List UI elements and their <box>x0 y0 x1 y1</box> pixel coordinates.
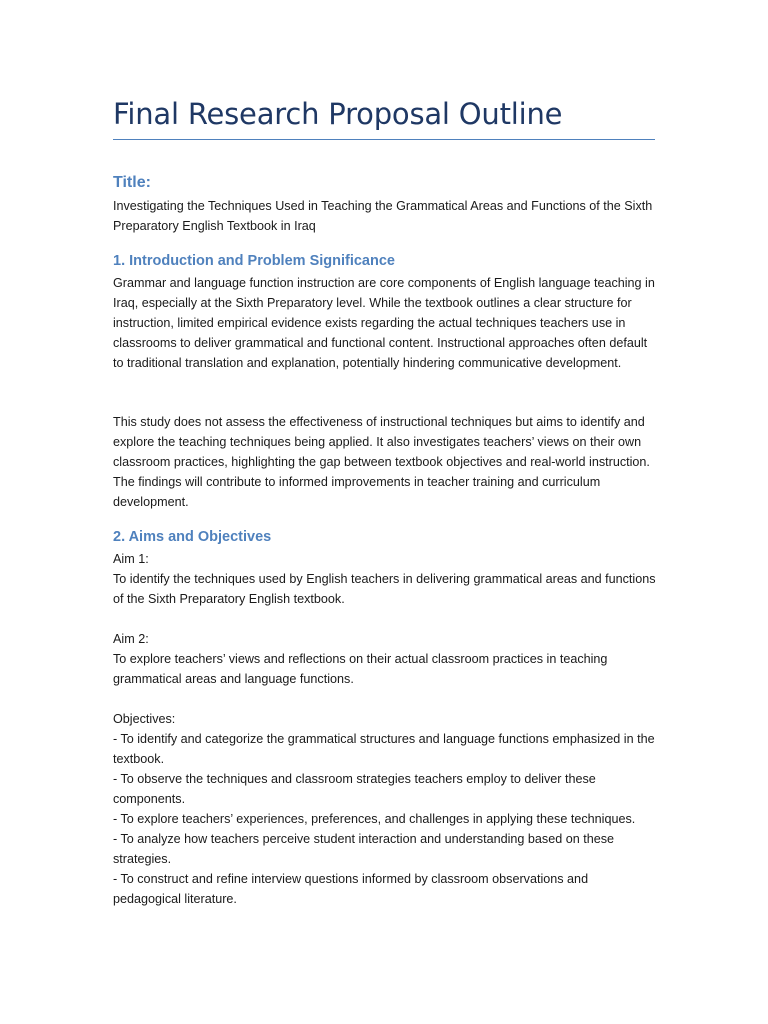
objective-item: - To construct and refine interview questions informed by classroom observations and pedagogical literature. <box>113 872 589 906</box>
title-divider <box>113 139 655 140</box>
objectives-label: Objectives: <box>113 712 176 726</box>
aims-heading: 2. Aims and Objectives <box>113 529 272 545</box>
introduction-paragraph-1: Grammar and language function instruction are core components of English language teaching in Iraq, especially at the Sixth Preparatory level. While the textbook outlines a clear structure for instruction, limited empirical evidence exists regarding the actual techniques teachers use in classrooms to deliver grammatical and functional content. Instructional approaches often default to traditional translation and explanation, potentially hindering communicative development. <box>113 276 655 370</box>
aim-2-text: To explore teachers’ views and reflections on their actual classroom practices in teaching grammatical areas and language functions. <box>113 652 608 686</box>
introduction-heading: 1. Introduction and Problem Significance <box>113 253 395 269</box>
title-text: Investigating the Techniques Used in Teaching the Grammatical Areas and Functions of the Sixth Preparatory English Textbook in Iraq <box>113 199 653 233</box>
aim-1-text: To identify the techniques used by English teachers in delivering grammatical areas and functions of the Sixth Preparatory English textbook. <box>113 572 656 606</box>
aim-2-label: Aim 2: <box>113 632 149 646</box>
objective-item: - To observe the techniques and classroom strategies teachers employ to deliver these components. <box>113 772 596 806</box>
objective-item: - To explore teachers’ experiences, preferences, and challenges in applying these techniques. <box>113 812 636 826</box>
objective-item: - To identify and categorize the grammatical structures and language functions emphasized in the textbook. <box>113 732 655 766</box>
document-title: Final Research Proposal Outline <box>113 97 563 131</box>
title-heading: Title: <box>113 174 151 191</box>
aim-1-label: Aim 1: <box>113 552 149 566</box>
introduction-paragraph-2: This study does not assess the effectiveness of instructional techniques but aims to identify and explore the teaching techniques being applied. It also investigates teachers’ views on their own classroom practices, highlighting the gap between textbook objectives and real-world instruction. The findings will contribute to informed improvements in teacher training and curriculum development. <box>113 415 650 509</box>
objective-item: - To analyze how teachers perceive student interaction and understanding based on these strategies. <box>113 832 615 866</box>
